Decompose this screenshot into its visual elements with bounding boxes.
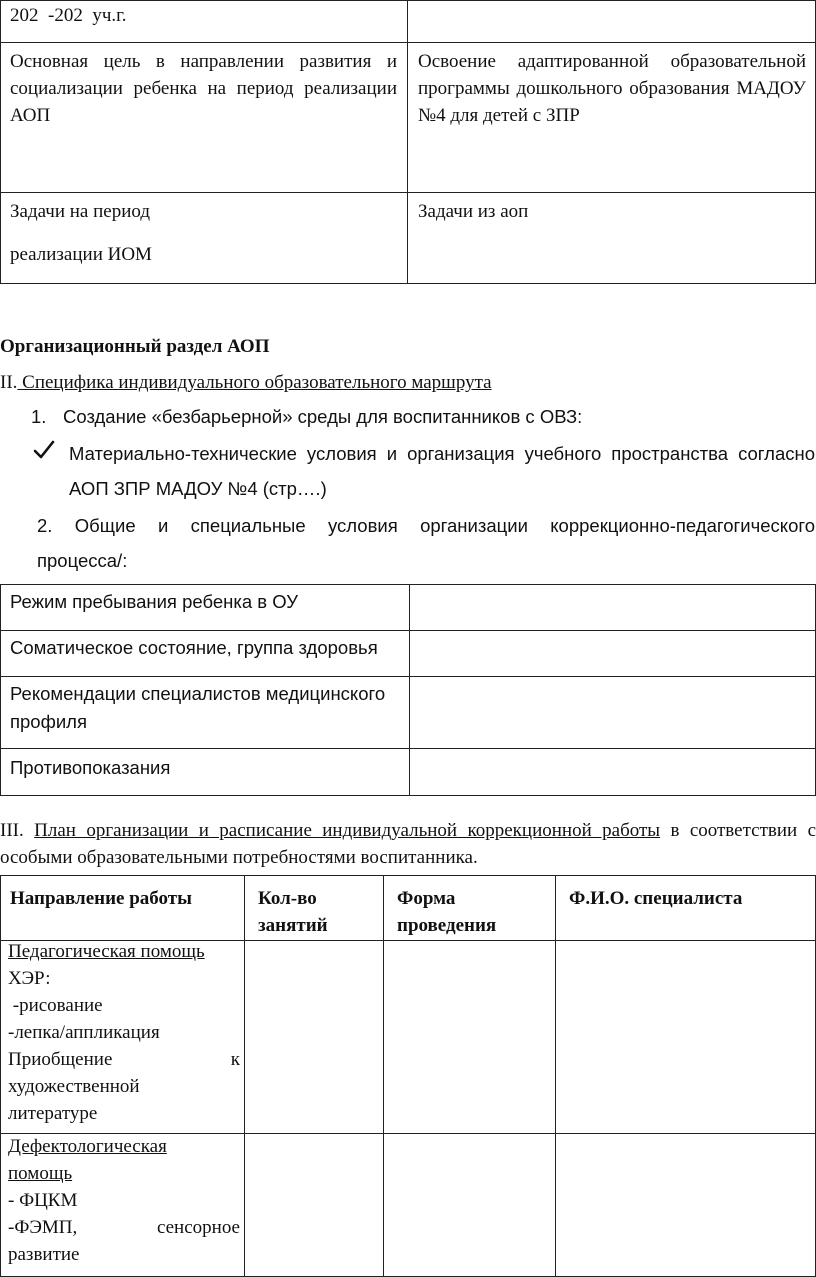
section3-title-underlined: План организации и расписание индивидуальной коррекционной работы bbox=[34, 820, 661, 841]
section2-num: II. bbox=[0, 372, 18, 393]
check-text-line1: Материально-технические условия и организация учебного пространства согласно bbox=[69, 443, 815, 464]
plan-row2-title-line2: помощь bbox=[8, 1163, 73, 1184]
conditions-row-label: Режим пребывания ребенка в ОУ bbox=[10, 591, 298, 612]
plan-row2-line: развитие bbox=[8, 1244, 80, 1265]
plan-row2-word: сенсорное bbox=[156, 1217, 240, 1238]
goal-label: Основная цель в направлении развития и социализации ребенка на период реализации АОП bbox=[10, 51, 397, 126]
plan-row1-title: Педагогическая помощь bbox=[8, 941, 205, 962]
plan-header-direction: Направление работы bbox=[10, 888, 192, 909]
check-icon bbox=[33, 439, 55, 461]
section2-title bbox=[0, 369, 492, 396]
plan-row2-direction bbox=[8, 1133, 240, 1268]
top-table-row-line bbox=[0, 42, 816, 43]
conditions-table-divider bbox=[409, 584, 410, 796]
plan-row2-word: -ФЭМП, bbox=[8, 1217, 78, 1238]
plan-table-col-line bbox=[555, 875, 556, 1277]
org-section-heading: Организационный раздел АОП bbox=[0, 336, 270, 357]
tasks-label-line1: Задачи на период bbox=[10, 201, 151, 222]
plan-row1-line: ХЭР: bbox=[8, 968, 51, 989]
plan-header-form: Форма проведения bbox=[397, 888, 497, 936]
section3-title-rest: в соответствии с особыми образовательными потребностями воспитанника. bbox=[0, 820, 816, 868]
plan-row1-word: к bbox=[230, 1049, 240, 1070]
plan-row1-word: Приобщение bbox=[8, 1049, 113, 1070]
plan-row2-justified bbox=[8, 1214, 240, 1241]
plan-row1-direction bbox=[8, 938, 240, 1127]
conditions-row-label: Противопоказания bbox=[10, 757, 171, 778]
plan-row1-justified bbox=[8, 1046, 240, 1073]
tasks-label bbox=[2, 194, 402, 272]
section2-title-text: Специфика индивидуального образовательного маршрута bbox=[17, 372, 492, 393]
plan-row1-line: -лепка/аппликация bbox=[8, 1022, 160, 1043]
plan-table-col-line bbox=[244, 875, 245, 1277]
plan-row1-line: литературе bbox=[8, 1103, 98, 1124]
item2-line2: процесса/: bbox=[37, 550, 128, 571]
plan-table-col-line bbox=[383, 875, 384, 1277]
item2-line1: 2. Общие и специальные условия организации коррекционно-педагогического bbox=[37, 515, 815, 536]
plan-row2-line: - ФЦКМ bbox=[8, 1190, 78, 1211]
conditions-row-line bbox=[0, 748, 816, 749]
tasks-value: Задачи из аоп bbox=[418, 201, 529, 222]
section3-title bbox=[0, 817, 816, 871]
plan-row2-title-line1: Дефектологическая bbox=[8, 1136, 167, 1157]
plan-header-count: Кол-во занятий bbox=[258, 888, 328, 936]
conditions-row-label: Соматическое состояние, группа здоровья bbox=[10, 637, 378, 658]
plan-row1-line: -рисование bbox=[8, 995, 103, 1016]
tasks-label-line2: реализации ИОМ bbox=[10, 244, 152, 265]
item1-num: 1. bbox=[31, 406, 47, 427]
check-text-line2: АОП ЗПР МАДОУ №4 (стр….) bbox=[69, 478, 327, 499]
top-table-row-line bbox=[0, 192, 816, 193]
goal-value: Освоение адаптированной образовательной программы дошкольного образования МАДОУ №4 для детей с ЗПР bbox=[418, 51, 806, 126]
year-cell: 202 -202 уч.г. bbox=[10, 5, 127, 26]
section3-num: III. bbox=[0, 820, 24, 841]
conditions-row-label: Рекомендации специалистов медицинского профиля bbox=[10, 683, 386, 732]
item1-text: Создание «безбарьерной» среды для воспитанников с ОВЗ: bbox=[63, 406, 583, 427]
plan-row1-line: художественной bbox=[8, 1076, 140, 1097]
plan-header-specialist: Ф.И.О. специалиста bbox=[569, 888, 743, 909]
